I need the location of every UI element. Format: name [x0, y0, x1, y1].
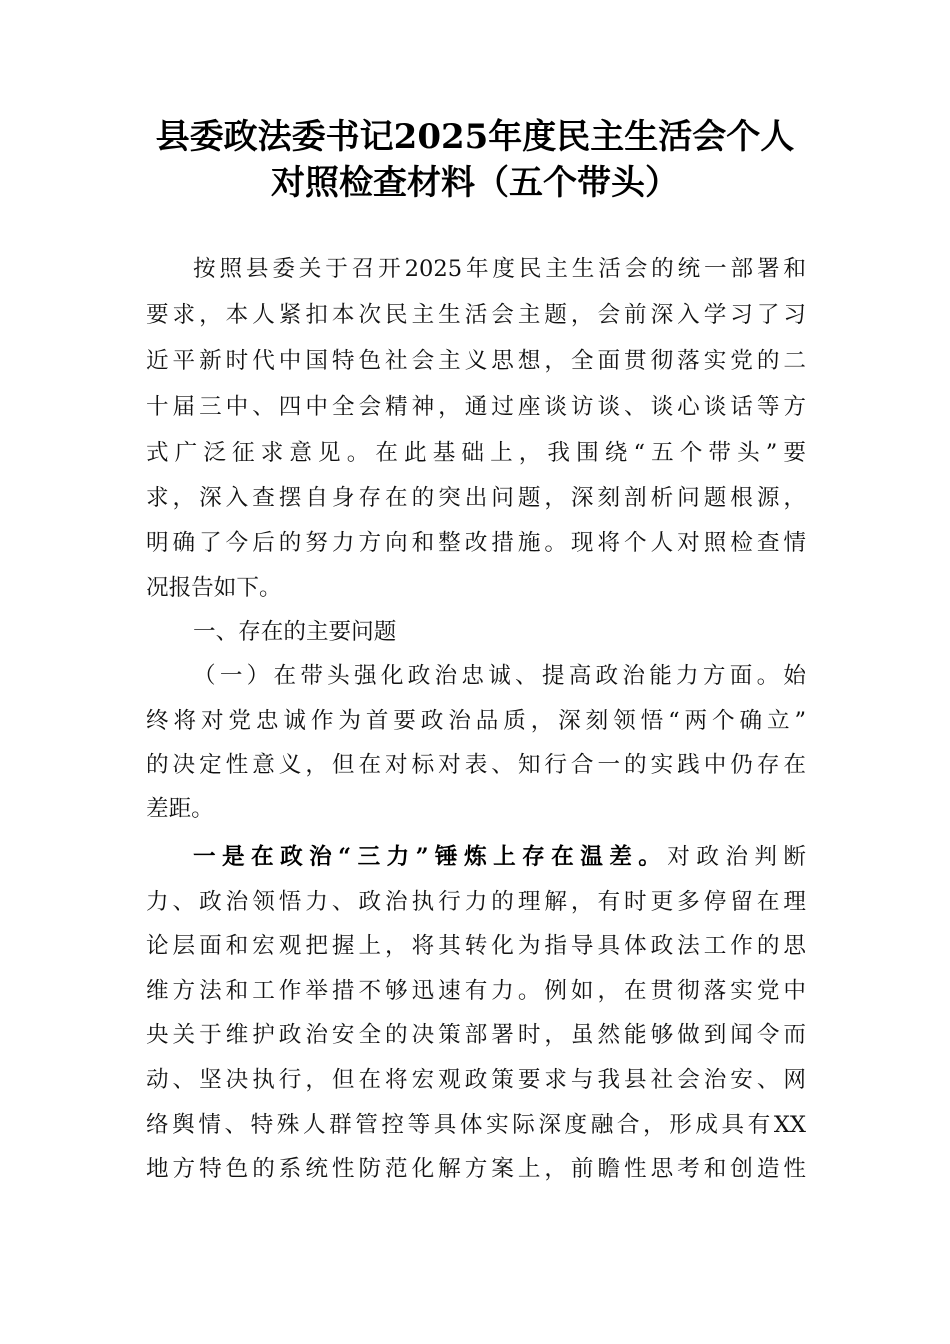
section-heading: 一、存在的主要问题: [193, 619, 397, 645]
point-lead: 一是在政治“三力”锤炼上存在温差。: [193, 844, 668, 870]
intro-line: 十届三中、四中全会精神，通过座谈访谈、谈心谈话等方: [146, 394, 806, 420]
subsection-line: 的决定性意义，但在对标对表、知行合一的实践中仍存在: [146, 752, 806, 778]
document-title-line-2: 对照检查材料（五个带头）: [271, 163, 679, 203]
intro-line: 按照县委关于召开2025年度民主生活会的统一部署和: [193, 256, 806, 282]
intro-line: 近平新时代中国特色社会主义思想，全面贯彻落实党的二: [146, 348, 806, 374]
point-line: 维方法和工作举措不够迅速有力。例如，在贯彻落实党中: [146, 978, 806, 1004]
point-line: 地方特色的系统性防范化解方案上，前瞻性思考和创造性: [146, 1156, 806, 1182]
point-line: 央关于维护政治安全的决策部署时，虽然能够做到闻令而: [146, 1022, 806, 1048]
intro-line: 式广泛征求意见。在此基础上，我围绕“五个带头”要: [146, 440, 806, 466]
subsection-line: 差距。: [146, 796, 214, 822]
point-first-line: [193, 835, 806, 879]
point-line: 力、政治领悟力、政治执行力的理解，有时更多停留在理: [146, 889, 806, 915]
point-first-rest: 对政治判断: [667, 844, 807, 870]
document-title-line-1: 县委政法委书记2025年度民主生活会个人: [155, 117, 795, 157]
intro-line: 要求，本人紧扣本次民主生活会主题，会前深入学习了习: [146, 302, 806, 328]
point-line: 论层面和宏观把握上，将其转化为指导具体政法工作的思: [146, 933, 806, 959]
subsection-line: （一）在带头强化政治忠诚、提高政治能力方面。始: [193, 663, 806, 689]
intro-line: 况报告如下。: [146, 575, 282, 601]
point-line: 动、坚决执行，但在将宏观政策要求与我县社会治安、网: [146, 1067, 806, 1093]
point-line: 络舆情、特殊人群管控等具体实际深度融合，形成具有XX: [146, 1112, 806, 1138]
subsection-line: 终将对党忠诚作为首要政治品质，深刻领悟“两个确立”: [146, 708, 806, 734]
intro-line: 求，深入查摆自身存在的突出问题，深刻剖析问题根源，: [146, 485, 806, 511]
intro-line: 明确了今后的努力方向和整改措施。现将个人对照检查情: [146, 530, 806, 556]
